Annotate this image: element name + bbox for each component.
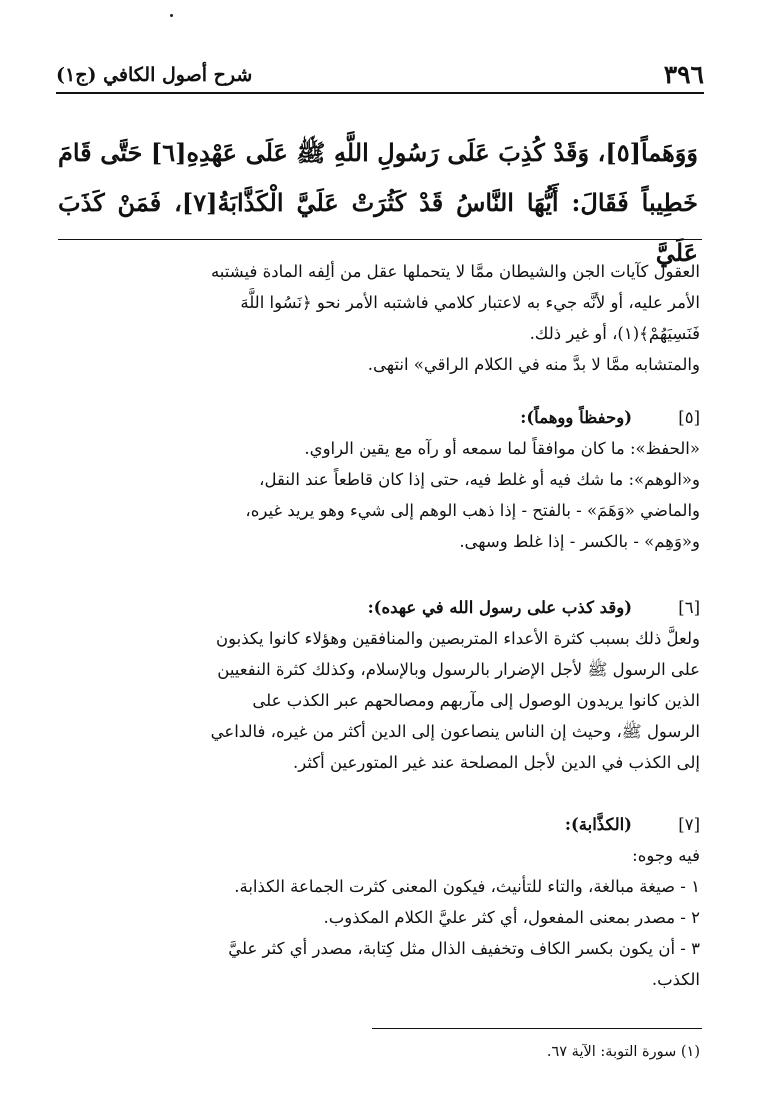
note-title: (وقد كذب على رسول الله في عهده): xyxy=(367,598,632,617)
note-line: إلى الكذب في الدين لأجل المصلحة عند غير المتورعين أكثر. xyxy=(292,753,700,772)
note-title: (وحفظاً ووهماً): xyxy=(520,408,632,427)
note-line: على الرسول ﷺ لأجل الإضرار بالرسول وبالإسلام، وكذلك كثرة النفعيين xyxy=(217,660,700,679)
stray-mark xyxy=(170,14,173,17)
commentary-line: العقول كآيات الجن والشيطان ممَّا لا يتحملها عقل من ألِفه المادة فيشتبه xyxy=(210,262,700,281)
hadith-line: خَطِيباً فَقَالَ: أَيُّهَا النَّاسُ قَدْ كَثُرَتْ عَلَيَّ الْكَذَّابَةُ[٧]، فَمَنْ كَذَبَ عَلَيَّ xyxy=(58,188,699,267)
note-line: فيه وجوه: xyxy=(632,846,700,865)
page-header xyxy=(56,58,704,90)
note-line: الذين كانوا يريدون الوصول إلى مآربهم ومصالحهم عبر الكذب على xyxy=(252,691,700,710)
note-6 xyxy=(60,592,700,778)
book-title: شرح أصول الكافي (ج١) xyxy=(56,64,253,86)
note-7 xyxy=(60,809,700,995)
footnote: (١) سورة التوبة: الآية ٦٧. xyxy=(546,1044,700,1060)
note-number: [٥] xyxy=(678,408,700,427)
footnote-rule xyxy=(372,1028,702,1029)
note-title: (الكذَّابة): xyxy=(564,815,632,834)
note-5 xyxy=(60,402,700,557)
note-line: و«وَهِم» - بالكسر - إذا غلط وسهى. xyxy=(459,532,700,551)
note-number: [٦] xyxy=(678,598,700,617)
page-number: ٣٩٦ xyxy=(663,60,704,89)
note-line: ٣ - أن يكون بكسر الكاف وتخفيف الذال مثل كِتابة، مصدر أي كثر عليَّ xyxy=(228,939,700,958)
commentary-line: فَنَسِيَهُمْ﴾(١)، أو غير ذلك. xyxy=(529,324,700,343)
commentary-line: والمتشابه ممَّا لا بدَّ منه في الكلام الراقي» انتهى. xyxy=(367,355,700,374)
commentary-line: الأمر عليه، أو لأنَّه جيء به لاعتبار كلامي فاشتبه الأمر نحو ﴿نَسُوا اللَّهَ xyxy=(240,293,700,312)
note-line: الكذب. xyxy=(651,970,700,989)
note-line: «الحفظ»: ما كان موافقاً لما سمعه أو رآه مع يقين الراوي. xyxy=(304,439,700,458)
text-divider xyxy=(58,239,702,240)
commentary-continuation xyxy=(60,256,700,380)
hadith-line: وَوَهَماً[٥]، وَقَدْ كُذِبَ عَلَى رَسُولِ اللَّهِ ﷺ عَلَى عَهْدِهِ[٦] حَتَّى قَامَ xyxy=(58,138,698,167)
header-rule xyxy=(56,92,704,94)
note-line: و«الوهم»: ما شك فيه أو غلط فيه، حتى إذا كان قاطعاً عند النقل، xyxy=(259,470,700,489)
note-line: ولعلَّ ذلك بسبب كثرة الأعداء المتربصين والمنافقين وهؤلاء كانوا يكذبون xyxy=(216,629,700,648)
note-line: الرسول ﷺ، وحيث إن الناس ينصاعون إلى الدين أكثر من غيره، فالداعي xyxy=(210,722,700,741)
note-line: ١ - صيغة مبالغة، والتاء للتأنيث، فيكون المعنى كثرت الجماعة الكذابة. xyxy=(234,877,700,896)
note-number: [٧] xyxy=(678,815,700,834)
note-line: والماضي «وَهَمَ» - بالفتح - إذا ذهب الوهم إلى شيء وهو يريد غيره، xyxy=(245,501,700,520)
note-line: ٢ - مصدر بمعنى المفعول، أي كثر عليَّ الكلام المكذوب. xyxy=(323,908,700,927)
